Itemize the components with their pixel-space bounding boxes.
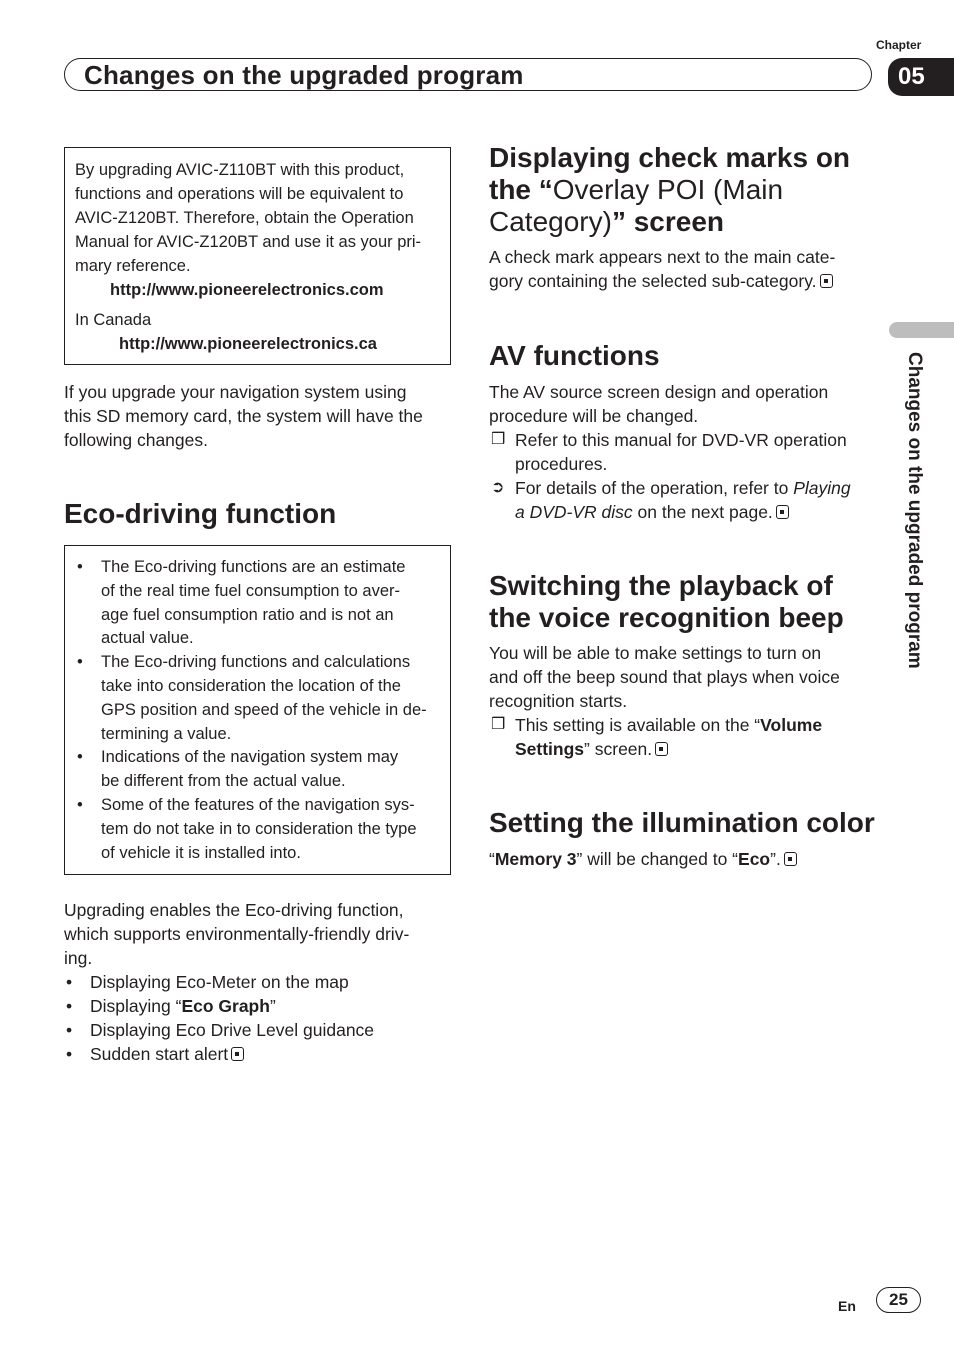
note-line: termining a value. [101, 724, 232, 743]
note-line [515, 737, 879, 761]
list-item: • Displaying “Eco Graph” [66, 996, 276, 1016]
list-item-text: ” [269, 996, 276, 1016]
body-line: A check mark appears next to the main cate- [489, 247, 836, 267]
eco-driving-heading: Eco-driving function [64, 498, 337, 529]
check-marks-heading [489, 142, 879, 238]
reference-arrow-icon: ➲ [491, 479, 505, 496]
heading-part: Category) [489, 206, 612, 237]
volume-settings-term: Settings [515, 739, 585, 759]
eco-feature-list [64, 970, 456, 1066]
beep-body [489, 641, 879, 761]
illumination-heading: Setting the illumination color [489, 807, 875, 838]
notice-line: By upgrading AVIC-Z110BT with this product, [75, 161, 405, 179]
end-mark-icon [784, 852, 797, 866]
body-line [489, 269, 879, 293]
note-line: take into consideration the location of the [101, 676, 401, 695]
body-line: The AV source screen design and operation [489, 382, 829, 402]
language-label: En [838, 1298, 856, 1314]
side-tab-label: Changes on the upgraded program [904, 352, 925, 669]
list-item: • Sudden start alert [64, 1042, 456, 1066]
pioneer-ca-link[interactable]: http://www.pioneerelectronics.ca [119, 335, 377, 353]
eco-body-line: Upgrading enables the Eco-driving function, [64, 900, 404, 920]
notice-line: functions and operations will be equivalent to [75, 185, 404, 203]
intro-line: following changes. [64, 430, 208, 450]
note-text: This setting is available on the “ [515, 715, 761, 735]
note-line: The Eco-driving functions and calculations [101, 653, 411, 672]
reference-item [489, 476, 879, 524]
end-mark-icon [820, 274, 833, 288]
body-text: ” will be changed to “ [576, 849, 739, 869]
memory-3-term: Memory 3 [494, 849, 577, 869]
note-line: GPS position and speed of the vehicle in de- [101, 700, 427, 719]
side-tab-marker [889, 322, 954, 338]
note-line: Indications of the navigation system may [101, 748, 399, 767]
av-functions-heading: AV functions [489, 340, 660, 371]
note-checkbox-icon: ❒ [491, 431, 506, 448]
list-item-text: Displaying “ [90, 996, 182, 1016]
heading-line: the voice recognition beep [489, 602, 844, 633]
cross-reference-link[interactable]: a DVD-VR disc [515, 502, 633, 522]
heading-part: ” screen [611, 206, 725, 237]
note-line: of vehicle it is installed into. [101, 843, 301, 862]
list-item-text: Sudden start alert [90, 1044, 229, 1064]
canada-label: In Canada [75, 311, 152, 329]
note-item [489, 428, 879, 476]
heading-part: the “ [489, 174, 553, 205]
eco-note: • Some of the features of the navigation sys- tem do not take in to consideration the type of vehicle it is installed into. [75, 794, 450, 865]
eco-body-line: ing. [64, 948, 93, 968]
eco-note: • The Eco-driving functions and calculations take into consideration the location of the GPS position and speed of the vehicle in de- termining a value. [75, 651, 450, 746]
eco-graph-term: Eco Graph [181, 996, 270, 1016]
reference-line [515, 500, 879, 524]
note-line: Refer to this manual for DVD-VR operation [515, 430, 847, 450]
illumination-body [489, 847, 879, 871]
heading-line: Switching the playback of [489, 570, 833, 601]
ref-text: For details of the operation, refer to [515, 478, 794, 498]
body-line: You will be able to make settings to turn on [489, 643, 822, 663]
heading-line [489, 206, 879, 238]
notice-line: AVIC-Z120BT. Therefore, obtain the Operation [75, 209, 414, 227]
pioneer-us-link[interactable]: http://www.pioneerelectronics.com [110, 281, 384, 299]
note-item [489, 713, 879, 761]
page-number: 25 [876, 1287, 921, 1313]
body-text: ”. [770, 849, 781, 869]
intro-paragraph [64, 380, 456, 452]
list-item-text: Displaying Eco Drive Level guidance [90, 1020, 375, 1040]
av-functions-body [489, 380, 879, 524]
note-line: age fuel consumption ratio and is not an [101, 605, 394, 624]
note-line: Some of the features of the navigation sys- [101, 795, 415, 814]
body-line: recognition starts. [489, 691, 628, 711]
note-line: tem do not take in to consideration the type [101, 819, 417, 838]
chapter-number-badge: 05 [888, 58, 954, 96]
note-line: of the real time fuel consumption to aver- [101, 581, 400, 600]
list-item: • Displaying Eco-Meter on the map [66, 972, 349, 992]
body-line: procedure will be changed. [489, 406, 699, 426]
notice-line: Manual for AVIC-Z120BT and use it as your pri- [75, 233, 422, 251]
body-text: “ [489, 849, 495, 869]
eco-body-line: which supports environmentally-friendly driv- [64, 924, 410, 944]
note-line: The Eco-driving functions are an estimate [101, 558, 406, 576]
end-mark-icon [776, 505, 789, 519]
list-item: • Displaying Eco Drive Level guidance [66, 1020, 375, 1040]
note-line: be different from the actual value. [101, 772, 346, 791]
eco-note: • Indications of the navigation system may be different from the actual value. [75, 746, 450, 794]
check-marks-body [489, 245, 879, 293]
cross-reference-link[interactable]: Playing [793, 478, 851, 498]
end-mark-icon [231, 1047, 244, 1061]
eco-note: • The Eco-driving functions are an estimate of the real time fuel consumption to aver- age fuel consumption ratio and is not an actual value. [75, 556, 450, 651]
end-mark-icon [655, 742, 668, 756]
eco-body [64, 898, 456, 1066]
eco-notes-list [75, 556, 450, 865]
heading-line [489, 174, 879, 206]
eco-notes-box [64, 545, 451, 875]
note-line [515, 713, 879, 737]
body-line: and off the beep sound that plays when voice [489, 667, 840, 687]
page-title: Changes on the upgraded program [84, 60, 524, 90]
body-line-text: gory containing the selected sub-category. [489, 271, 817, 291]
chapter-label: Chapter [876, 38, 922, 52]
intro-line: this SD memory card, the system will have the [64, 406, 423, 426]
list-item-text: Displaying Eco-Meter on the map [90, 972, 349, 992]
note-checkbox-icon: ❒ [491, 716, 506, 733]
beep-heading [489, 570, 879, 634]
intro-line: If you upgrade your navigation system using [64, 382, 407, 402]
notice-line: mary reference. [75, 257, 191, 275]
reference-line [515, 476, 879, 500]
note-line: actual value. [101, 629, 194, 648]
heading-part: Overlay POI (Main [552, 174, 784, 205]
eco-term: Eco [738, 849, 771, 869]
note-line: procedures. [515, 454, 608, 474]
volume-settings-term: Volume [760, 715, 823, 735]
ref-text: on the next page. [632, 502, 773, 522]
upgrade-notice-box [64, 147, 451, 365]
heading-line: Displaying check marks on [489, 142, 851, 173]
note-text: ” screen. [584, 739, 653, 759]
